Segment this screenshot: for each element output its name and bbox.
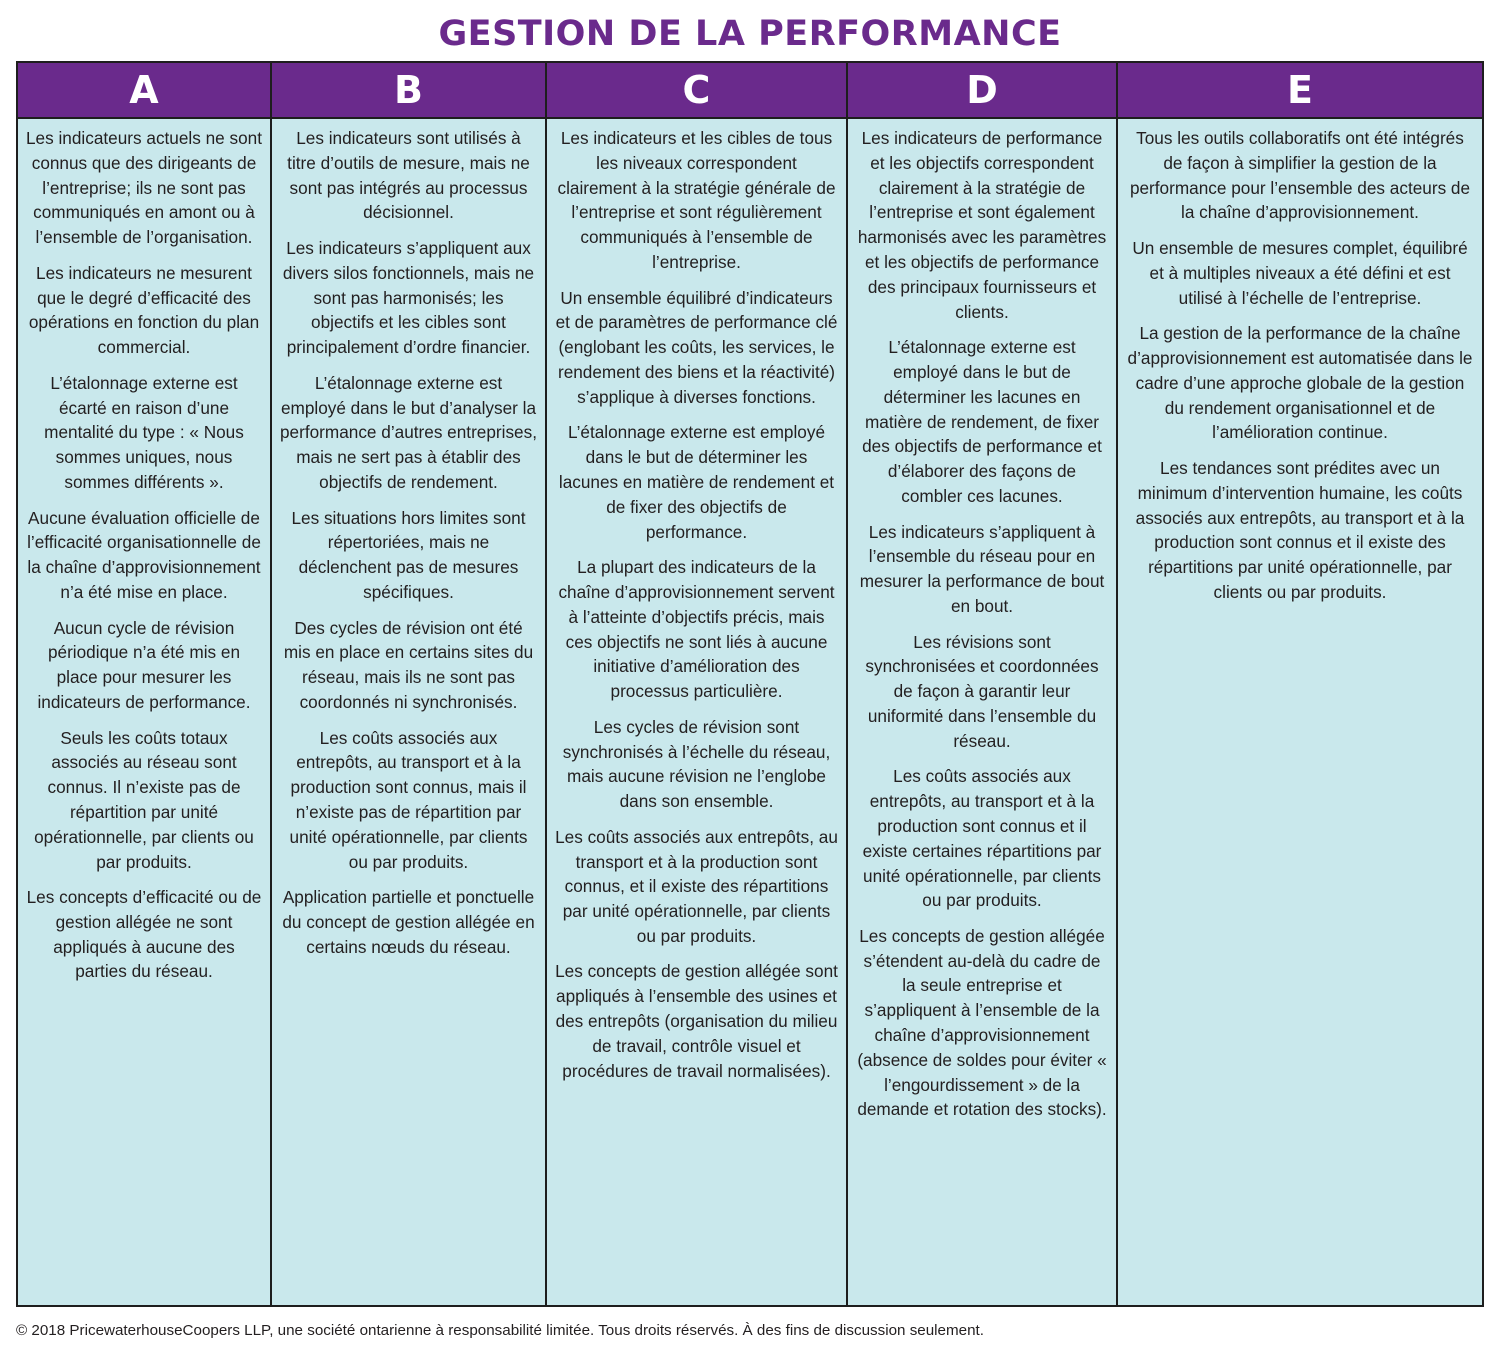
column-body-b (272, 119, 545, 1305)
cell-paragraph: Les concepts de gestion allégée sont appliqués à l’ensemble des usines et des entrepôts (organisation du milieu de travail, contrôle visuel et procédures de travail normalisées). (555, 961, 838, 1081)
cell-paragraph: Les coûts associés aux entrepôts, au transport et à la production sont connus, mais il n’existe pas de répartition par unité opérationnelle, par clients ou par produits. (289, 727, 528, 872)
column-b (272, 63, 547, 1305)
cell-paragraph: Un ensemble de mesures complet, équilibré et à multiples niveaux a été défini et est utilisé à l’échelle de l’entreprise. (1132, 237, 1468, 308)
cell-paragraph: L’étalonnage externe est employé dans le but d’analyser la performance d’autres entreprises, mais ne sert pas à établir des objectifs de rendement. (280, 372, 537, 492)
column-body-a (18, 119, 270, 1305)
cell-paragraph: L’étalonnage externe est employé dans le but de déterminer les lacunes en matière de rendement, de fixer des objectifs de performance et d’élaborer des façons de combler ces lacunes. (862, 337, 1102, 506)
cell-paragraph: Les indicateurs de performance et les objectifs correspondent clairement à la stratégie de l’entreprise et sont également harmonisés avec les paramètres et les objectifs de performance des principaux fournisseurs et clients. (857, 128, 1107, 322)
cell-paragraph: La plupart des indicateurs de la chaîne d’approvisionnement servent à l’atteinte d’objectifs précis, mais ces objectifs ne sont liés à aucune initiative d’amélioration des processus particulière. (558, 557, 835, 702)
page-title: GESTION DE LA PERFORMANCE (438, 14, 1062, 54)
cell-paragraph: Les coûts associés aux entrepôts, au transport et à la production sont connus, et il existe des répartitions par unité opérationnelle, par clients ou par produits. (555, 826, 838, 946)
column-body-e (1118, 119, 1482, 1305)
cell-paragraph: Les situations hors limites sont répertoriées, mais ne déclenchent pas de mesures spécifiques. (291, 507, 526, 602)
cell-paragraph: La gestion de la performance de la chaîne d’approvisionnement est automatisée dans le cadre d’une approche globale de la gestion du rendement organisationnel et de l’amélioration continue. (1127, 323, 1473, 443)
column-a (18, 63, 272, 1305)
cell-paragraph: Les indicateurs actuels ne sont connus que des dirigeants de l’entreprise; ils ne sont pas communiqués en amont ou à l’ensemble de l’organisation. (26, 128, 262, 248)
cell-paragraph: Seuls les coûts totaux associés au réseau sont connus. Il n’existe pas de répartition par unité opérationnelle, par clients ou par produits. (34, 727, 254, 872)
cell-paragraph: Application partielle et ponctuelle du concept de gestion allégée en certains nœuds du réseau. (282, 887, 535, 957)
column-header-d: D (848, 63, 1116, 119)
column-header-c: C (547, 63, 846, 119)
column-e (1118, 63, 1482, 1305)
column-header-b: B (272, 63, 545, 119)
cell-paragraph: L’étalonnage externe est écarté en raison d’une mentalité du type : « Nous sommes uniques, nous sommes différents ». (44, 372, 244, 492)
cell-paragraph: Les indicateurs et les cibles de tous les niveaux correspondent clairement à la stratégie générale de l’entreprise et sont régulièrement communiqués à l’ensemble de l’entreprise. (557, 128, 836, 272)
cell-paragraph: Les indicateurs s’appliquent à l’ensemble du réseau pour en mesurer la performance de bout en bout. (859, 521, 1105, 616)
cell-paragraph: Les concepts d’efficacité ou de gestion allégée ne sont appliqués à aucune des parties du réseau. (26, 887, 262, 982)
cell-paragraph: Les coûts associés aux entrepôts, au transport et à la production sont connus et il existe certaines répartitions par unité opérationnelle, par clients ou par produits. (862, 766, 1102, 911)
maturity-table (16, 61, 1484, 1307)
cell-paragraph: Des cycles de révision ont été mis en place en certains sites du réseau, mais ils ne sont pas coordonnés ni synchronisés. (283, 617, 534, 712)
column-header-a: A (18, 63, 270, 119)
copyright-footer: © 2018 PricewaterhouseCoopers LLP, une société ontarienne à responsabilité limitée. Tous droits réservés. À des fins de discussion seulement. (16, 1322, 984, 1339)
column-c (547, 63, 848, 1305)
cell-paragraph: Les indicateurs s’appliquent aux divers silos fonctionnels, mais ne sont pas harmonisés; les objectifs et les cibles sont principalement d’ordre financier. (282, 237, 535, 358)
cell-paragraph: L’étalonnage externe est employé dans le but de déterminer les lacunes en matière de rendement et de fixer des objectifs de performance. (558, 422, 835, 542)
cell-paragraph: Les indicateurs ne mesurent que le degré d’efficacité des opérations en fonction du plan commercial. (28, 262, 260, 358)
column-d (848, 63, 1118, 1305)
cell-paragraph: Les concepts de gestion allégée s’étendent au-delà du cadre de la seule entreprise et s’appliquent à l’ensemble de la chaîne d’approvisionnement (absence de soldes pour éviter « l’engourdissement » de la demande et rotation des stocks). (857, 925, 1107, 1120)
column-body-d (848, 119, 1116, 1305)
cell-paragraph: Aucun cycle de révision périodique n’a été mis en place pour mesurer les indicateurs de performance. (37, 617, 251, 712)
column-body-c (547, 119, 846, 1305)
cell-paragraph: Aucune évaluation officielle de l’efficacité organisationnelle de la chaîne d’approvisionnement n’a été mise en place. (27, 507, 261, 602)
column-header-e: E (1118, 63, 1482, 119)
cell-paragraph: Tous les outils collaboratifs ont été intégrés de façon à simplifier la gestion de la performance pour l’ensemble des acteurs de la chaîne d’approvisionnement. (1129, 128, 1471, 223)
cell-paragraph: Les indicateurs sont utilisés à titre d’outils de mesure, mais ne sont pas intégrés au processus décisionnel. (287, 128, 530, 223)
cell-paragraph: Les cycles de révision sont synchronisés à l’échelle du réseau, mais aucune révision ne l’englobe dans son ensemble. (562, 716, 831, 812)
cell-paragraph: Les tendances sont prédites avec un minimum d’intervention humaine, les coûts associés aux entrepôts, au transport et à la production sont connus et il existe des répartitions par unité opérationnelle, par clients ou par produits. (1135, 457, 1465, 602)
cell-paragraph: Un ensemble équilibré d’indicateurs et de paramètres de performance clé (englobant les coûts, les services, le rendement des biens et la réactivité) s’applique à diverses fonctions. (555, 287, 838, 407)
cell-paragraph: Les révisions sont synchronisées et coordonnées de façon à garantir leur uniformité dans l’ensemble du réseau. (865, 631, 1099, 751)
